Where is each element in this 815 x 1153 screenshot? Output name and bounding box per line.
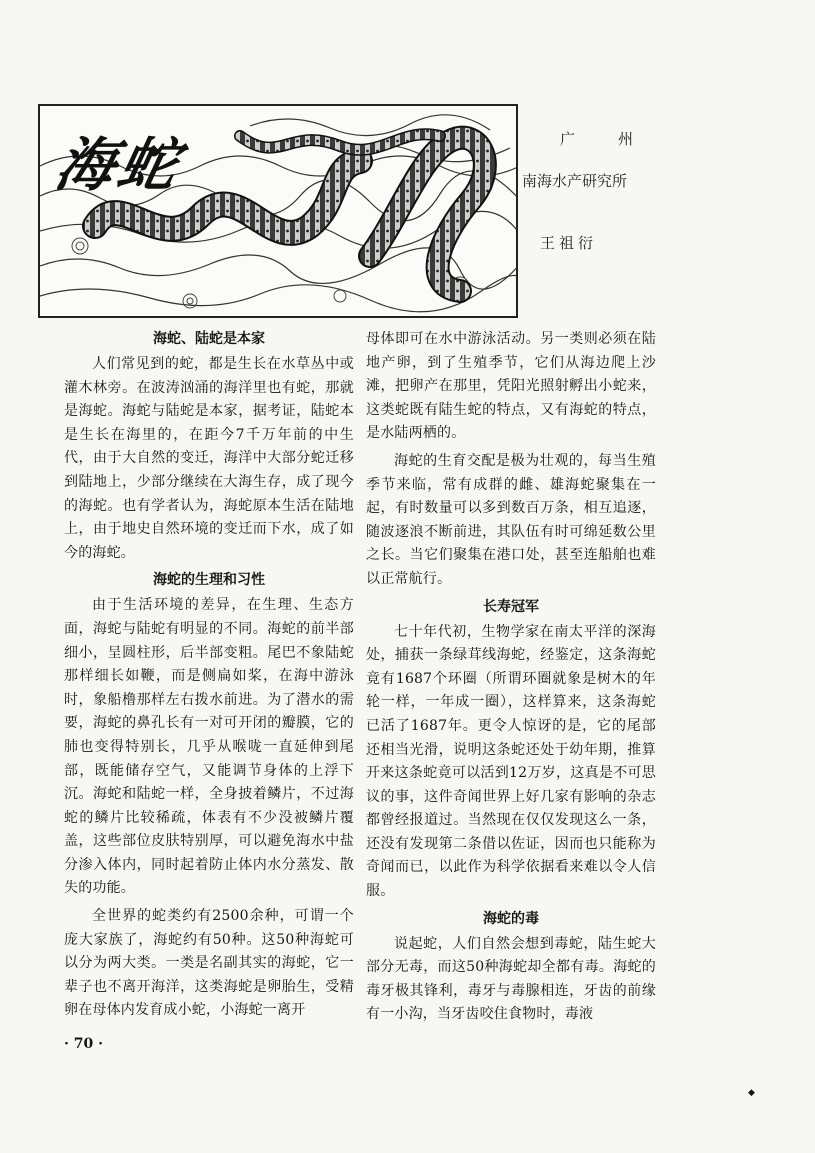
- scan-speck: ◆: [748, 1088, 755, 1098]
- section-heading: 长寿冠军: [483, 598, 539, 615]
- column-right: [366, 328, 656, 1031]
- paragraph: 海蛇的生育交配是极为壮观的，每当生殖季节来临，常有成群的雌、雄海蛇聚集在一起，有时数量可以多到数百万条，相互追逐，随波逐浪不断前进，其队伍有时可绵延数公里之长。当它们聚集在港口处，甚至连船舶也难以正常航行。: [366, 452, 656, 587]
- column-left: [64, 328, 354, 1027]
- page-number: · 70 ·: [64, 1036, 103, 1052]
- section-heading: 海蛇、陆蛇是本家: [153, 331, 265, 347]
- paragraph: 七十年代初，生物学家在南太平洋的深海处，捕获一条绿茸线海蛇，经鉴定，这条海蛇竟有1687个环圈（所谓环圈就象是树木的年轮一样，一年成一圈），这样算来，这条海蛇已活了1687年。更令人惊讶的是，它的尾部还相当光滑，说明这条蛇还处于幼年期，推算开来这条蛇竟可以活到12万岁，这真是不可思议的事，这件奇闻世界上好几家有影响的杂志都曾经报道过。当然现在仅仅发现这么一条，还没有发现第二条借以佐证，因而也只能称为奇闻而已，以此作为科学依据看来难以令人信服。: [366, 623, 656, 900]
- paragraph: 由于生活环境的差异，在生理、生态方面，海蛇与陆蛇有明显的不同。海蛇的前半部细小，呈圆柱形，后半部变粗。尾巴不象陆蛇那样细长如鞭，而是侧扁如桨，在海中游泳时，象船橹那样左右拨水前进。为了潜水的需要，海蛇的鼻孔长有一对可开闭的瓣膜，它的肺也变得特别长，几乎从喉咙一直延伸到尾部，既能储存空气，又能调节身体的上浮下沉。海蛇和陆蛇一样，全身披着鳞片，不过海蛇的鳞片比较稀疏，体表有不少没被鳞片覆盖，这些部位皮肤特别厚，可以避免海水中盐分渗入体内，同时起着防止体内水分蒸发、散失的功能。: [64, 597, 354, 897]
- title-illustration: [38, 104, 518, 318]
- paragraph: 说起蛇，人们自然会想到毒蛇，陆生蛇大部分无毒，而这50种海蛇却全都有毒。海蛇的毒牙极其锋利，毒牙与毒腺相连，牙齿的前缘有一小沟，当牙齿咬住食物时，毒液: [366, 935, 656, 1023]
- byline-author: 王祖衍: [540, 234, 598, 252]
- section-heading: 海蛇的生理和习性: [153, 572, 265, 589]
- article-title: 海蛇: [49, 131, 189, 199]
- byline-institute: 南海水产研究所: [522, 172, 628, 190]
- byline-location: 广 州: [560, 130, 648, 148]
- section-heading: 海蛇的毒: [483, 910, 539, 927]
- paragraph-continued: 母体即可在水中游泳活动。另一类则必须在陆地产卵，到了生殖季节，它们从海边爬上沙滩，把卵产在那里，凭阳光照射孵出小蛇来，这类蛇既有陆生蛇的特点，又有海蛇的特点，是水陆两栖的。: [366, 331, 656, 442]
- paragraph: 人们常见到的蛇，都是生长在水草丛中或灌木林旁。在波涛汹涌的海洋里也有蛇，那就是海蛇。海蛇与陆蛇是本家，据考证，陆蛇本是生长在海里的，在距今7千万年前的中生代，由于大自然的变迁，海洋中大部分蛇迁移到陆地上，少部分继续在大海生存，成了现今的海蛇。也有学者认为，海蛇原本生活在陆地上，由于地史自然环境的变迁而下水，成了如今的海蛇。: [64, 356, 354, 561]
- paragraph: 全世界的蛇类约有2500余种，可谓一个庞大家族了，海蛇约有50种。这50种海蛇可以分为两大类。一类是名副其实的海蛇，它一辈子也不离开海洋，这类海蛇是卵胎生，受精卵在母体内发育成小蛇，小海蛇一离开: [64, 908, 354, 1019]
